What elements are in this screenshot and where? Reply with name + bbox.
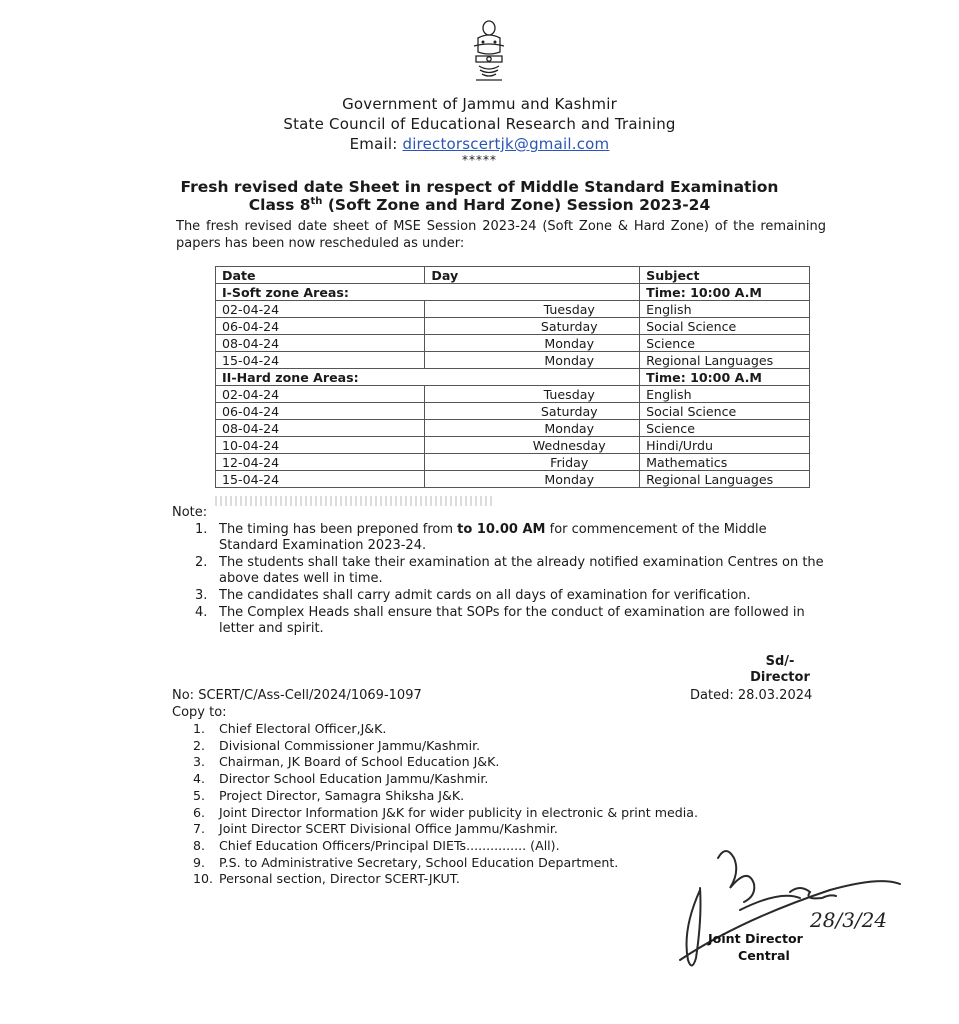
copy-to-item (193, 721, 833, 738)
note-text-pre: The timing has been preponed from (219, 522, 458, 537)
cell-date: 02-04-24 (216, 301, 425, 318)
table-row (216, 352, 810, 369)
notes-list (195, 522, 825, 638)
table-row (216, 454, 810, 471)
copy-to-text: Project Director, Samagra Shiksha J&K. (219, 787, 465, 803)
cell-day: Monday (425, 420, 640, 437)
email-link[interactable]: directorscertjk@gmail.com (402, 135, 610, 153)
table-row (216, 386, 810, 403)
copy-to-text: Chief Education Officers/Principal DIETs............... (All). (219, 837, 560, 853)
copy-to-item (193, 805, 833, 822)
email-line (0, 135, 959, 153)
zone-label: I-Soft zone Areas: (216, 284, 640, 301)
copy-to-text: P.S. to Administrative Secretary, School Education Department. (219, 854, 619, 870)
table-row (216, 420, 810, 437)
stamp-designation: Joint Director (708, 931, 803, 946)
copy-to-number: 3. (193, 754, 206, 770)
cell-day: Friday (425, 454, 640, 471)
cell-subject: English (640, 301, 810, 318)
cell-subject: Mathematics (640, 454, 810, 471)
cell-day: Monday (425, 352, 640, 369)
copy-to-number: 9. (193, 854, 206, 870)
copy-to-number: 5. (193, 787, 206, 803)
copy-to-text: Personal section, Director SCERT-JKUT. (219, 871, 460, 887)
copy-to-number: 10. (193, 871, 214, 887)
cell-subject: Science (640, 335, 810, 352)
table-row (216, 335, 810, 352)
table-header-row (216, 267, 810, 284)
title-zone-session: (Soft Zone and Hard Zone) Session 2023-24 (322, 196, 711, 215)
note-number: 3. (195, 588, 208, 603)
cell-date: 15-04-24 (216, 352, 425, 369)
cell-day: Monday (425, 335, 640, 352)
table-row (216, 301, 810, 318)
note-item (195, 588, 825, 604)
zone-label: II-Hard zone Areas: (216, 369, 640, 386)
cell-day: Saturday (425, 403, 640, 420)
cell-date: 06-04-24 (216, 403, 425, 420)
copy-to-number: 4. (193, 771, 206, 787)
date-sheet-table (215, 266, 810, 488)
table-row (216, 471, 810, 488)
note-item (195, 522, 825, 554)
cell-subject: Social Science (640, 318, 810, 335)
govt-name: Government of Jammu and Kashmir (342, 95, 617, 113)
cell-day: Wednesday (425, 437, 640, 454)
copy-to-item (193, 788, 833, 805)
copy-to-item (193, 754, 833, 771)
cell-subject: English (640, 386, 810, 403)
copy-to-number: 2. (193, 737, 206, 753)
note-number: 1. (195, 522, 208, 537)
reference-number: No: SCERT/C/Ass-Cell/2024/1069-1097 (172, 688, 422, 703)
cell-date: 06-04-24 (216, 318, 425, 335)
note-item (195, 605, 825, 637)
note-text: The students shall take their examination at the already notified examination Centres on the above dates well in time. (219, 555, 824, 586)
cell-subject: Science (640, 420, 810, 437)
cell-day: Monday (425, 471, 640, 488)
note-text (219, 522, 825, 554)
copy-to-text: Joint Director SCERT Divisional Office Jammu/Kashmir. (219, 821, 558, 837)
cell-date: 08-04-24 (216, 420, 425, 437)
email-label: Email: (349, 135, 398, 153)
copy-to-number: 8. (193, 837, 206, 853)
separator-stars: ***** (462, 153, 497, 167)
stamp-office: Central (738, 948, 790, 963)
cell-subject: Social Science (640, 403, 810, 420)
table-row (216, 403, 810, 420)
soft-zone-section-row (216, 284, 810, 301)
copy-to-text: Joint Director Information J&K for wider publicity in electronic & print media. (219, 804, 698, 820)
cell-subject: Regional Languages (640, 471, 810, 488)
copy-to-text: Chairman, JK Board of School Education J&K. (219, 754, 500, 770)
header-date: Date (216, 267, 425, 284)
header-day: Day (425, 267, 640, 284)
state-emblem-icon (466, 18, 512, 84)
note-item (195, 555, 825, 587)
sd-mark: Sd/- (765, 654, 795, 669)
dated: Dated: 28.03.2024 (690, 688, 813, 703)
cell-date: 15-04-24 (216, 471, 425, 488)
smudge-mark (215, 496, 495, 506)
note-label: Note: (172, 505, 208, 520)
note-text: The candidates shall carry admit cards on all days of examination for verification. (219, 588, 751, 603)
note-text-post: for commencement of the Middle Standard Examination 2023-24. (219, 522, 767, 553)
cell-subject: Regional Languages (640, 352, 810, 369)
title-superscript: th (310, 196, 323, 207)
table-row (216, 318, 810, 335)
copy-to-item (193, 771, 833, 788)
note-text: The Complex Heads shall ensure that SOPs for the conduct of examination are followed in letter and spirit. (219, 605, 805, 636)
title-class: Class 8 (248, 196, 311, 215)
cell-date: 10-04-24 (216, 437, 425, 454)
zone-time: Time: 10:00 A.M (640, 284, 810, 301)
cell-day: Saturday (425, 318, 640, 335)
copy-to-number: 6. (193, 804, 206, 820)
copy-to-label: Copy to: (172, 705, 227, 720)
note-text-bold: to 10.00 AM (457, 522, 546, 537)
intro-paragraph: The fresh revised date sheet of MSE Session 2023-24 (Soft Zone & Hard Zone) of the remaining papers has been now rescheduled as under: (176, 219, 826, 251)
copy-to-item (193, 738, 833, 755)
note-number: 2. (195, 555, 208, 570)
scert-name: State Council of Educational Research and Training (283, 115, 676, 133)
cell-day: Tuesday (425, 301, 640, 318)
table-row (216, 437, 810, 454)
cell-date: 12-04-24 (216, 454, 425, 471)
copy-to-text: Chief Electoral Officer,J&K. (219, 721, 387, 736)
note-number: 4. (195, 605, 208, 620)
director-designation: Director (750, 670, 810, 685)
hard-zone-section-row (216, 369, 810, 386)
handwritten-date: 28/3/24 (810, 908, 888, 932)
cell-day: Tuesday (425, 386, 640, 403)
cell-date: 08-04-24 (216, 335, 425, 352)
copy-to-number: 7. (193, 821, 206, 837)
copy-to-text: Director School Education Jammu/Kashmir. (219, 771, 489, 787)
zone-time: Time: 10:00 A.M (640, 369, 810, 386)
copy-to-text: Divisional Commissioner Jammu/Kashmir. (219, 737, 481, 753)
header-subject: Subject (640, 267, 810, 284)
cell-date: 02-04-24 (216, 386, 425, 403)
copy-to-number: 1. (193, 721, 206, 736)
cell-subject: Hindi/Urdu (640, 437, 810, 454)
title-line-1: Fresh revised date Sheet in respect of Middle Standard Examination (180, 178, 779, 196)
title-line-2 (0, 196, 959, 214)
